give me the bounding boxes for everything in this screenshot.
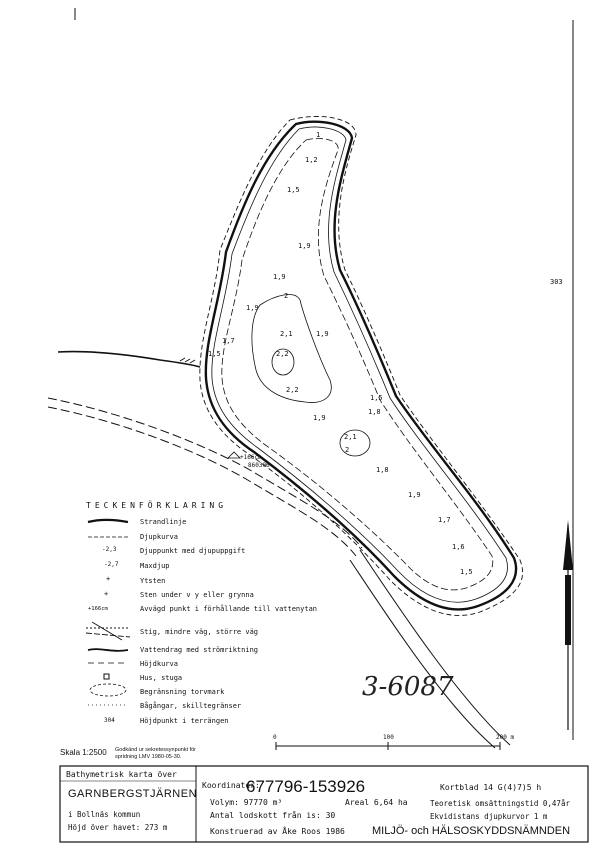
authority: MILJÖ- och HÄLSOSKYDDSNÄMNDEN <box>372 825 571 837</box>
contour-interval: Ekvidistans djupkurvor 1 m <box>430 812 548 821</box>
depth-label: 1,7 <box>438 516 451 524</box>
north-arrow <box>563 520 573 730</box>
road-continuation <box>350 550 510 748</box>
legend-symbol-roads <box>86 622 130 640</box>
legend-symbol-shoreline <box>88 520 128 522</box>
legend-symbol-text: 304 <box>104 717 115 724</box>
depth-label: 1,8 <box>368 408 381 416</box>
legend-symbol-house <box>104 674 109 679</box>
depth-label: 1,7 <box>222 337 235 345</box>
scale-label: Skala 1:2500 <box>60 748 107 757</box>
legend-label: Sten under v y eller grynna <box>140 591 254 599</box>
depth-label: 1 <box>316 131 321 139</box>
legend-label: Begränsning torvmark <box>140 688 225 696</box>
legend-symbol-text: -2,3 <box>102 546 117 553</box>
legend-symbol-stream <box>88 649 128 651</box>
map-sheet: Kortblad 14 G(4)7)5 h <box>440 783 542 792</box>
legend-label: Avvägd punkt i förhållande till vattenytan <box>140 605 318 613</box>
scale-tick: 100 <box>383 734 394 741</box>
altitude: Höjd över havet: 273 m <box>68 823 168 832</box>
lake-name: GARNBERGSTJÄRNEN <box>68 788 198 800</box>
scale-tick: 0 <box>273 734 277 741</box>
legend-label: Djuppunkt med djupuppgift <box>140 547 246 555</box>
depth-label: 2 <box>284 292 289 300</box>
stream <box>58 352 200 367</box>
legend-label: Hus, stuga <box>140 674 183 682</box>
coordinates-label: Koordinater: <box>202 781 260 790</box>
depth-label: 1,8 <box>376 466 389 474</box>
depth-label: 2 <box>345 446 350 454</box>
shore-band <box>212 127 508 602</box>
title-line1: Bathymetrisk karta över <box>66 770 177 779</box>
depth-label: 1,9 <box>316 330 329 338</box>
legend-label: Vattendrag med strömriktning <box>140 646 259 654</box>
legend-title: TECKENFÖRKLARING <box>86 501 228 510</box>
depth-label: 1,9 <box>246 304 259 312</box>
depth-label: 1,9 <box>273 273 286 281</box>
handwritten-id: 3-6087 <box>362 672 454 702</box>
svg-text:+166cm: +166cm <box>240 454 262 461</box>
legend-symbol-text: + <box>104 590 109 598</box>
legend-label: Strandlinje <box>140 518 187 526</box>
legend-symbol-peat <box>90 684 126 696</box>
scale-tick: 200 m <box>496 734 515 741</box>
scale-bar <box>273 734 514 750</box>
constructed-by: Konstruerad av Åke Roos 1986 <box>210 827 345 836</box>
legend-label: Stig, mindre väg, större väg <box>140 628 259 636</box>
legend-label: Maxdjup <box>140 562 170 570</box>
height-point-303: 303 <box>550 278 563 286</box>
svg-text:860306: 860306 <box>248 462 270 469</box>
depth-label: 1,9 <box>298 242 311 250</box>
depth-label: 1,5 <box>370 394 383 402</box>
legend-label: Bågångar, skilltegränser <box>140 702 242 710</box>
title-block <box>60 766 588 842</box>
depth-label: 2,2 <box>286 386 299 394</box>
area: Areal 6,64 ha <box>345 798 408 807</box>
depth-label: 1,6 <box>452 543 465 551</box>
legend-label: Höjdpunkt i terrängen <box>140 717 229 725</box>
legend-label: Djupkurva <box>140 533 178 541</box>
depth-label: 2,1 <box>280 330 293 338</box>
coordinates: 677796-153926 <box>246 777 366 796</box>
depth-label: 1,2 <box>305 156 318 164</box>
legend-label: Ytsten <box>140 577 166 585</box>
residence-time: Teoretisk omsättningstid 0,47år <box>430 799 570 808</box>
approval-note: Godkänd ur sekretessynpunkt för spridning LMV 1980-05-30. <box>115 747 197 760</box>
depth-label: 1,5 <box>287 186 300 194</box>
stream-outlet <box>180 358 195 363</box>
depth-label: 1,5 <box>208 350 221 358</box>
municipality: i Bollnäs kommun <box>68 810 141 819</box>
volume: Volym: 97770 m³ <box>210 798 283 807</box>
legend-symbol-text: +166cm <box>88 606 108 612</box>
depth-label: 1,5 <box>460 568 473 576</box>
soundings: Antal lodskott från is: 30 <box>210 811 336 820</box>
legend-symbol-text: + <box>106 575 111 583</box>
terrain-contours <box>200 116 523 615</box>
legend-symbol-text: -2,7 <box>104 561 119 568</box>
depth-label: 1,9 <box>408 491 421 499</box>
shoreline <box>206 122 516 610</box>
legend <box>86 500 317 725</box>
legend-label: Höjdkurva <box>140 660 178 668</box>
depth-label: 1,9 <box>313 414 326 422</box>
depth-label: 2,1 <box>344 433 357 441</box>
depth-label: 2,2 <box>276 350 289 358</box>
depth-contour-1m <box>222 138 493 589</box>
